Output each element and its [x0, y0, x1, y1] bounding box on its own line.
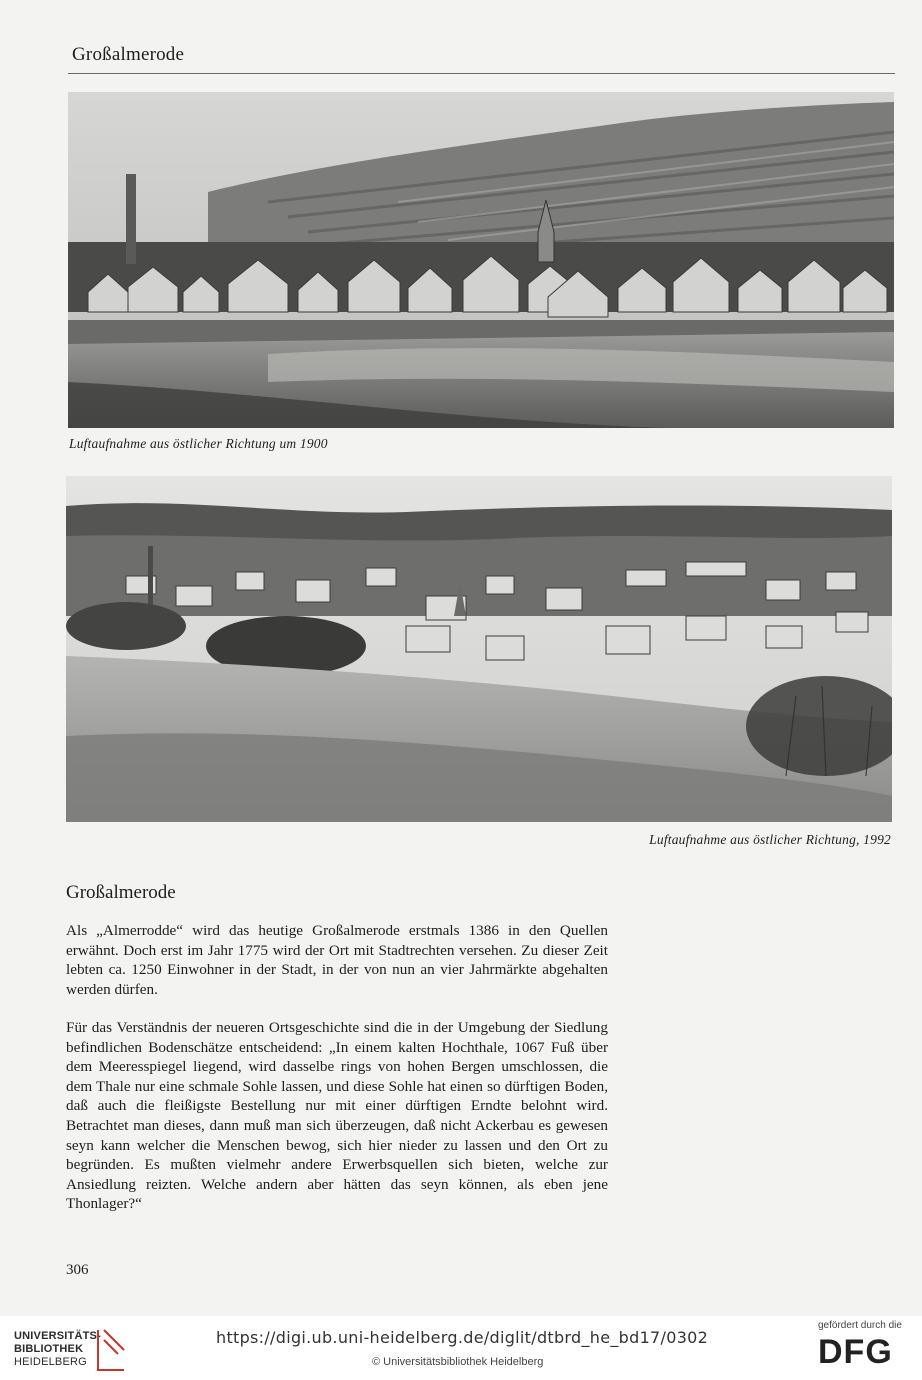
- running-head: Großalmerode: [72, 44, 185, 65]
- funding-note: gefördert durch die: [818, 1320, 902, 1331]
- footer-bar: [0, 1316, 922, 1380]
- copyright-notice: © Universitätsbibliothek Heidelberg: [372, 1356, 544, 1368]
- photo-town-1992: [66, 476, 892, 822]
- photo-town-1992-image: [66, 476, 892, 822]
- library-name-line-3: HEIDELBERG: [14, 1356, 87, 1368]
- page-number: 306: [66, 1262, 89, 1278]
- photo-town-1900-image: [68, 92, 894, 428]
- caption-photo-1900: Luftaufnahme aus östlicher Richtung um 1900: [69, 436, 328, 451]
- permalink-url[interactable]: https://digi.ub.uni-heidelberg.de/diglit/dtbrd_he_bd17/0302: [216, 1328, 709, 1347]
- dfg-logo[interactable]: DFG: [818, 1333, 893, 1371]
- university-library-logo[interactable]: [14, 1326, 134, 1374]
- body-paragraph-1: Als „Almerrodde“ wird das heutige Großalmerode erstmals 1386 in den Quellen erwähnt. Doch erst im Jahr 1775 wird der Ort mit Stadtrechten versehen. Zu dieser Zeit lebten ca. 1250 Einwohner in der Stadt, in der von nun an vier Jahrmärkte abgehalten werden dürfen.: [66, 922, 608, 998]
- library-name-line-2: BIBLIOTHEK: [14, 1343, 84, 1355]
- library-mark-icon: [94, 1326, 128, 1374]
- body-paragraph-2: Für das Verständnis der neueren Ortsgeschichte sind die in der Umgebung der Siedlung befindlichen Bodenschätze entscheidend: „In einem kalten Hochthale, 1067 Fuß über dem Meeresspiegel liegend, wird dasselbe rings von hohen Bergen umschlossen, die dem Thale nur eine schmale Sohle lassen, und diese Sohle hat einen so dürftigen Boden, daß auch die fleißigste Bestellung nur mit einer dürftigen Erndte belohnt wird. Betrachtet man dieses, dann muß man sich überzeugen, daß nicht Ackerbau es gewesen seyn kann welcher die Menschen bewog, sich hier nieder zu lassen und den Ort zu begründen. Es mußten vielmehr andere Erwerbsquellen sich bieten, welche zur Ansiedlung reizten. Welche andern aber hätten das seyn können, als eben jene Thonlager?“: [66, 1019, 608, 1213]
- caption-photo-1992: Luftaufnahme aus östlicher Richtung, 1992: [649, 832, 891, 847]
- header-rule: [68, 73, 895, 74]
- section-title: Großalmerode: [66, 882, 176, 903]
- library-name-line-1: UNIVERSITÄTS-: [14, 1330, 101, 1342]
- photo-town-1900: [68, 92, 894, 428]
